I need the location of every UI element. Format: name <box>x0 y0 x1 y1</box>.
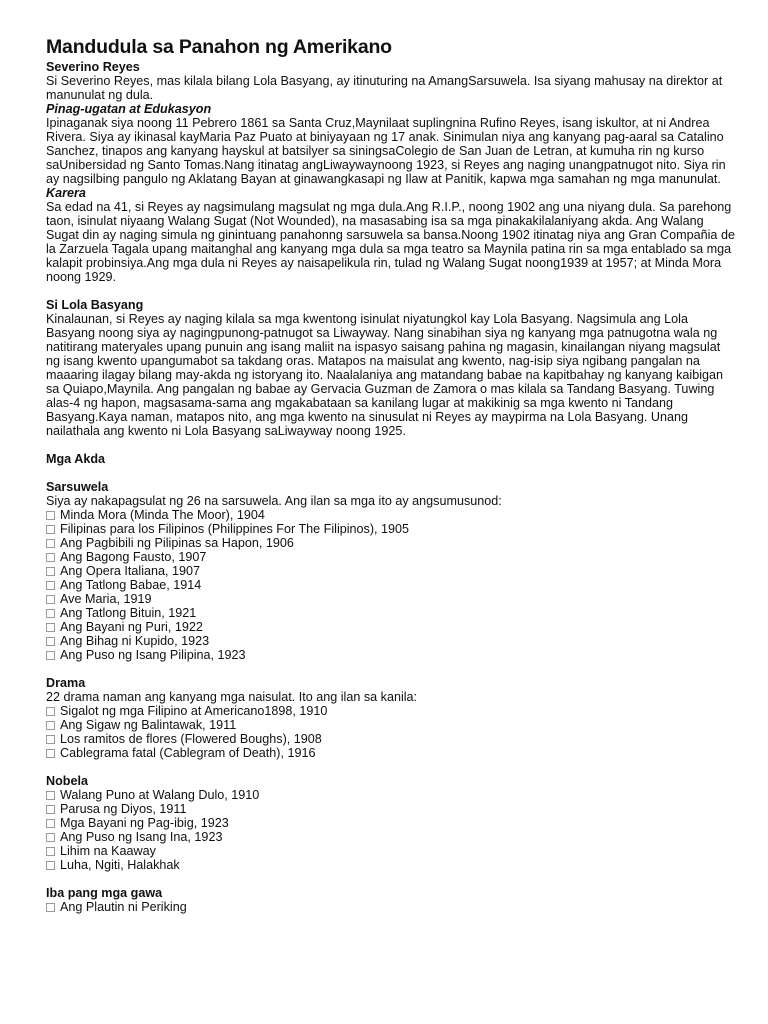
list-item <box>46 578 736 592</box>
lola-basyang-heading: Si Lola Basyang <box>46 298 144 312</box>
list-item <box>46 704 736 718</box>
bio-paragraph: Si Severino Reyes, mas kilala bilang Lola Basyang, ay itinuturing na AmangSarsuwela. Isa siyang mahusay na direktor at manunulat ng dula. <box>46 74 723 102</box>
drama-intro: 22 drama naman ang kanyang mga naisulat. Ito ang ilan sa kanila: <box>46 690 418 704</box>
list-item-text: Los ramitos de flores (Flowered Boughs), 1908 <box>60 732 322 746</box>
checkbox-bullet-icon <box>46 595 55 604</box>
checkbox-bullet-icon <box>46 735 55 744</box>
spacer <box>46 872 736 886</box>
checkbox-bullet-icon <box>46 651 55 660</box>
checkbox-bullet-icon <box>46 539 55 548</box>
list-item <box>46 648 736 662</box>
list-item-text: Mga Bayani ng Pag-ibig, 1923 <box>60 816 229 830</box>
spacer <box>46 466 736 480</box>
list-item-text: Lihim na Kaaway <box>60 844 156 858</box>
list-item-text: Ang Puso ng Isang Ina, 1923 <box>60 830 223 844</box>
other-works-heading: Iba pang mga gawa <box>46 886 163 900</box>
checkbox-bullet-icon <box>46 623 55 632</box>
career-paragraph: Sa edad na 41, si Reyes ay nagsimulang magsulat ng mga dula.Ang R.I.P., noong 1902 ang una niyang dula. Sa parehong taon, isinulat niyaang Walang Sugat (Not Wounded), na masasabing isa sa mga pinakakilalaniyang akda. Ang Walang Sugat din ay naging simula ng ginintuang panahonng sarsuwela sa bansa.Noong 1902 itinatag niya ang Gran Compañia de la Zarzuela Tagala upang maitanghal ang kanyang mga dula sa mga teatro sa Maynila patina rin sa mga entablado sa mga kalapit probinsiya.Ang mga dula ni Reyes ay naisapelikula rin, tulad ng Walang Sugat noong1939 at 1957; at Minda Mora noong 1929. <box>46 200 735 284</box>
list-item-text: Ave Maria, 1919 <box>60 592 152 606</box>
list-item-text: Ang Opera Italiana, 1907 <box>60 564 201 578</box>
checkbox-bullet-icon <box>46 833 55 842</box>
education-heading: Pinag-ugatan at Edukasyon <box>46 102 212 116</box>
list-item <box>46 564 736 578</box>
checkbox-bullet-icon <box>46 567 55 576</box>
spacer <box>46 662 736 676</box>
list-item-text: Ang Puso ng Isang Pilipina, 1923 <box>60 648 246 662</box>
career-heading: Karera <box>46 186 86 200</box>
drama-heading: Drama <box>46 676 86 690</box>
sarsuwela-list <box>46 508 736 662</box>
list-item-text: Minda Mora (Minda The Moor), 1904 <box>60 508 265 522</box>
checkbox-bullet-icon <box>46 903 55 912</box>
list-item <box>46 830 736 844</box>
list-item-text: Luha, Ngiti, Halakhak <box>60 858 180 872</box>
list-item <box>46 816 736 830</box>
list-item-text: Ang Tatlong Bituin, 1921 <box>60 606 197 620</box>
lola-basyang-paragraph: Kinalaunan, si Reyes ay naging kilala sa mga kwentong isinulat niyatungkol kay Lola Basyang. Nagsimula ang Lola Basyang noong siya ay nagingpunong-patnugot sa Liwayway. Nang sinabihan siya ng kanyang mga patnugotna wala ng natitirang materyales upang punuin ang isang maliit na ispasyo saisang pahina ng magasin, kinailangan niyang magsulat ng isang kwento upangumabot sa takdang oras. Matapos na maisulat ang kwento, nag-isip siya ngibang pangalan na maaaring ilagay bilang may-akda ng istoryang ito. Naalalaniya ang matandang babae na kapitbahay ng kanyang kaibigan sa Quiapo,Maynila. Ang pangalan ng babae ay Gervacia Guzman de Zamora o mas kilala sa Tandang Basyang. Tuwing alas-4 ng hapon, magsasama-sama ang mgakabataan sa kanilang lugar at makikinig sa mga kwento ni Tandang Basyang.Kaya naman, matapos nito, ang mga kwento na sinusulat ni Reyes ay maypirma na Lola Basyang. Unang nailathala ang kwento ni Lola Basyang saLiwayway noong 1925. <box>46 312 724 438</box>
other-works-list <box>46 900 736 914</box>
sarsuwela-heading: Sarsuwela <box>46 480 109 494</box>
page-title: Mandudula sa Panahon ng Amerikano <box>46 36 392 58</box>
checkbox-bullet-icon <box>46 721 55 730</box>
works-heading: Mga Akda <box>46 452 106 466</box>
sarsuwela-intro: Siya ay nakapagsulat ng 26 na sarsuwela. Ang ilan sa mga ito ay angsumusunod: <box>46 494 502 508</box>
checkbox-bullet-icon <box>46 749 55 758</box>
spacer <box>46 760 736 774</box>
list-item-text: Ang Bayani ng Puri, 1922 <box>60 620 203 634</box>
list-item-text: Ang Plautin ni Periking <box>60 900 187 914</box>
spacer <box>46 438 736 452</box>
list-item <box>46 802 736 816</box>
spacer <box>46 284 736 298</box>
list-item <box>46 634 736 648</box>
list-item <box>46 900 736 914</box>
list-item <box>46 746 736 760</box>
nobela-list <box>46 788 736 872</box>
checkbox-bullet-icon <box>46 609 55 618</box>
list-item-text: Sigalot ng mga Filipino at Americano1898, 1910 <box>60 704 328 718</box>
list-item <box>46 718 736 732</box>
list-item-text: Ang Bihag ni Kupido, 1923 <box>60 634 210 648</box>
list-item <box>46 620 736 634</box>
list-item <box>46 536 736 550</box>
list-item <box>46 508 736 522</box>
bio-heading: Severino Reyes <box>46 60 140 74</box>
list-item <box>46 788 736 802</box>
checkbox-bullet-icon <box>46 525 55 534</box>
checkbox-bullet-icon <box>46 707 55 716</box>
checkbox-bullet-icon <box>46 553 55 562</box>
checkbox-bullet-icon <box>46 581 55 590</box>
list-item <box>46 844 736 858</box>
list-item-text: Ang Tatlong Babae, 1914 <box>60 578 202 592</box>
checkbox-bullet-icon <box>46 805 55 814</box>
education-paragraph: Ipinaganak siya noong 11 Pebrero 1861 sa Santa Cruz,Maynilaat suplingnina Rufino Reyes, isang iskultor, at ni Andrea Rivera. Siya ay ikinasal kayMaria Paz Puato at biniyayaan ng 17 anak. Sinimulan niya ang kanyang pag-aaral sa Catalino Sanchez, tinapos ang kanyang hayskul at batsilyer sa siningsaColegio de San Juan de Letran, at kumuha rin ng kurso saUnibersidad ng Santo Tomas.Nang itinatag angLiwaywaynoong 1923, si Reyes ang naging unangpatnugot nito. Siya rin ay nagsilbing pangulo ng Aklatang Bayan at ginawangkasapi ng Ilaw at Panitik, kapwa mga samahan ng mga manunulat. <box>46 116 726 186</box>
list-item <box>46 858 736 872</box>
list-item-text: Filipinas para los Filipinos (Philippines For The Filipinos), 1905 <box>60 522 410 536</box>
checkbox-bullet-icon <box>46 791 55 800</box>
list-item <box>46 592 736 606</box>
list-item-text: Cablegrama fatal (Cablegram of Death), 1916 <box>60 746 316 760</box>
checkbox-bullet-icon <box>46 819 55 828</box>
checkbox-bullet-icon <box>46 511 55 520</box>
list-item <box>46 606 736 620</box>
list-item <box>46 732 736 746</box>
list-item-text: Walang Puno at Walang Dulo, 1910 <box>60 788 260 802</box>
list-item-text: Parusa ng Diyos, 1911 <box>60 802 187 816</box>
nobela-heading: Nobela <box>46 774 88 788</box>
list-item <box>46 522 736 536</box>
document-page <box>46 34 736 914</box>
list-item-text: Ang Pagbibili ng Pilipinas sa Hapon, 1906 <box>60 536 294 550</box>
checkbox-bullet-icon <box>46 861 55 870</box>
checkbox-bullet-icon <box>46 637 55 646</box>
list-item-text: Ang Bagong Fausto, 1907 <box>60 550 207 564</box>
list-item <box>46 550 736 564</box>
drama-list <box>46 704 736 760</box>
checkbox-bullet-icon <box>46 847 55 856</box>
list-item-text: Ang Sigaw ng Balintawak, 1911 <box>60 718 237 732</box>
